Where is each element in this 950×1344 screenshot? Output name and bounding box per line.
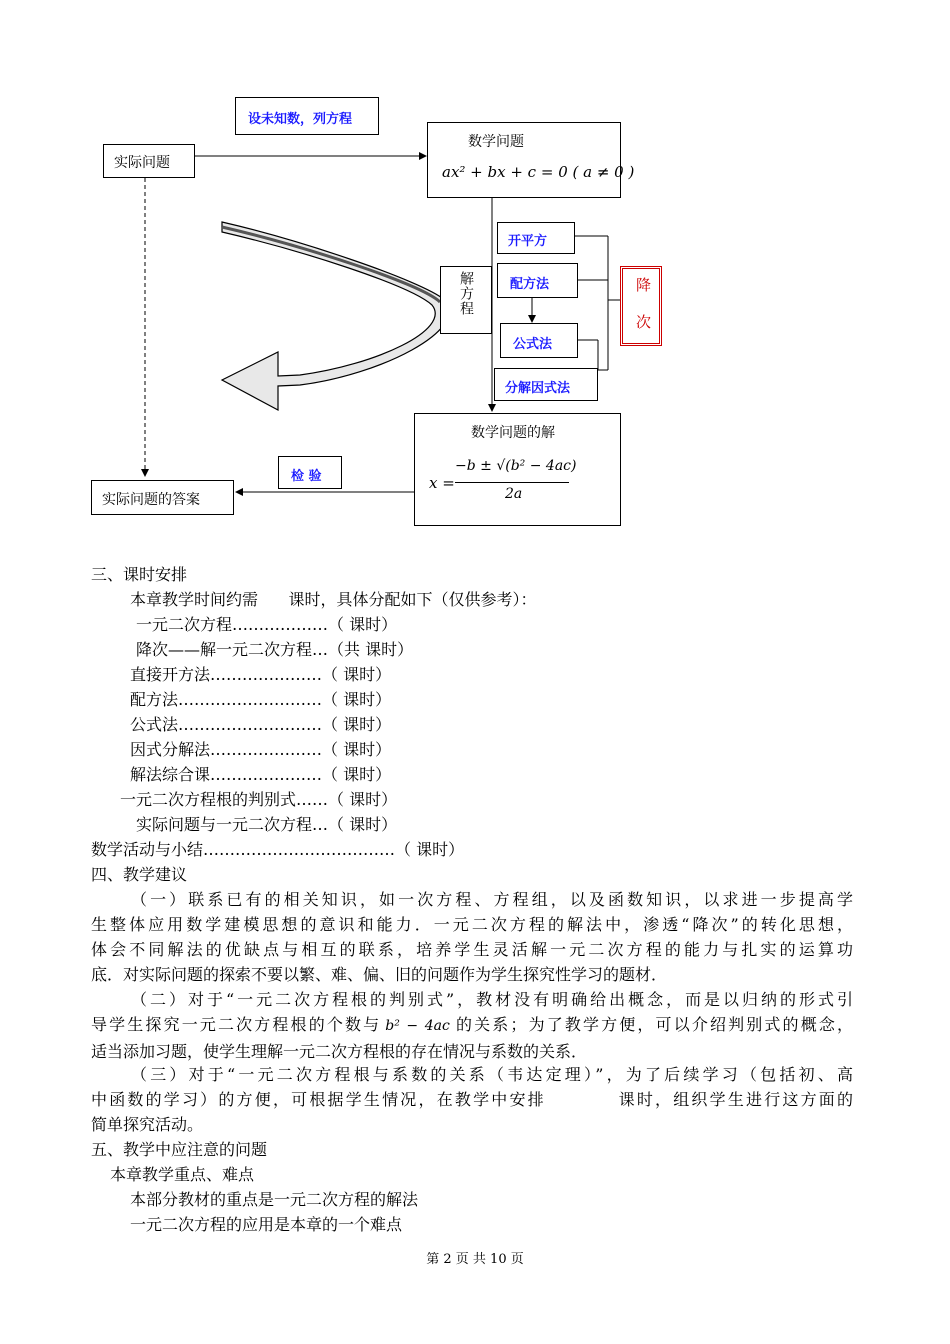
section3-heading: 三、课时安排 [91,565,188,584]
curved-return-arrow [222,222,449,410]
section5-heading: 五、教学中应注意的问题 [91,1140,268,1159]
schedule-item: 因式分解法…………………（ 课时） [130,740,392,759]
section5-subheading: 本章教学重点、难点 [110,1165,255,1184]
reduce-degree-box [620,266,662,351]
fraction-bar [455,482,569,483]
real-problem-label: 实际问题 [114,155,170,171]
reduce-degree-label: 降次 [634,277,652,351]
math-problem-title: 数学问题 [468,134,524,150]
schedule-item: 公式法………………………（ 课时） [130,715,392,734]
method-factor-box [494,368,598,401]
math-problem-box [427,122,635,198]
suggestion-paragraph-2: （二）对于“一元二次方程根的判别式”，教材没有明确给出概念，而是以归纳的形式引 导学生探究一元二次方程根的个数与 b² − 4ac 的关系；为了教学方便，可以介绍判别式的概念， 适当添加习题，使学生理解一元二次方程根的存在情况与系数的关系． [91,990,853,1061]
set-unknown-box [235,97,379,135]
check-box [278,456,342,489]
method-sqrt-label: 开平方 [508,234,548,249]
solution-lhs: x = [429,474,455,492]
set-unknown-label: 设未知数，列方程 [248,112,353,127]
schedule-item: 数学活动与小结………………………………（ 课时） [91,840,465,859]
method-sqrt-box [497,222,575,254]
math-problem-formula: ax² + bx + c = 0 ( a ≠ 0 ) [442,163,635,181]
solve-equation-box [440,266,492,334]
schedule-item: 解法综合课…………………（ 课时） [130,765,392,784]
suggestion-paragraph-1: （一）联系已有的相关知识，如一次方程、方程组，以及函数知识，以求进一步提高学 生整体应用数学建模思想的意识和能力．一元二次方程的解法中，渗透“降次”的转化思想， 体会不同解法的优缺点与相互的联系，培养学生灵活解一元二次方程的能力与扎实的运算功 底．对实际问题的探索不要以繁、难、偏、旧的问题作为学生探究性学习的题材． [91,890,853,984]
page-footer: 第 2 页 共 10 页 [426,1252,524,1267]
real-problem-box [103,144,195,178]
method-complete-square-label: 配方法 [510,277,550,292]
check-label: 检 验 [291,469,322,484]
section3-intro: 本章教学时间约需 课时，具体分配如下（仅供参考）： [130,590,537,609]
schedule-item: 降次——解一元二次方程…（共 课时） [136,640,414,659]
method-complete-square-box [497,263,578,298]
discriminant-expression: b² − 4ac [385,1018,450,1034]
schedule-item: 一元二次方程………………（ 课时） [136,615,398,634]
section5-line-1: 本部分教材的重点是一元二次方程的解法 [130,1190,419,1209]
real-answer-label: 实际问题的答案 [102,492,200,508]
math-solution-box [414,413,621,526]
section4-heading: 四、教学建议 [91,865,188,884]
method-factor-label: 分解因式法 [505,381,571,396]
method-formula-label: 公式法 [513,337,553,352]
schedule-item: 一元二次方程根的判别式……（ 课时） [120,790,398,809]
math-solution-title: 数学问题的解 [471,425,555,441]
section5-line-2: 一元二次方程的应用是本章的一个难点 [130,1215,403,1234]
schedule-item: 配方法………………………（ 课时） [130,690,392,709]
schedule-item: 直接开方法…………………（ 课时） [130,665,392,684]
real-answer-box [91,480,234,515]
suggestion-paragraph-3: （三）对于“一元二次方程根与系数的关系（韦达定理）”，为了后续学习（包括初、高 中函数的学习）的方便，可根据学生情况，在教学中安排 课时，组织学生进行这方面的 简单探究活动。 [91,1065,853,1134]
method-formula-box [500,323,578,358]
schedule-item: 实际问题与一元二次方程…（ 课时） [136,815,398,834]
solve-equation-label: 解方程 [458,271,474,316]
solution-denominator: 2a [505,486,523,502]
solution-numerator: −b ± √(b² − 4ac) [455,458,577,474]
